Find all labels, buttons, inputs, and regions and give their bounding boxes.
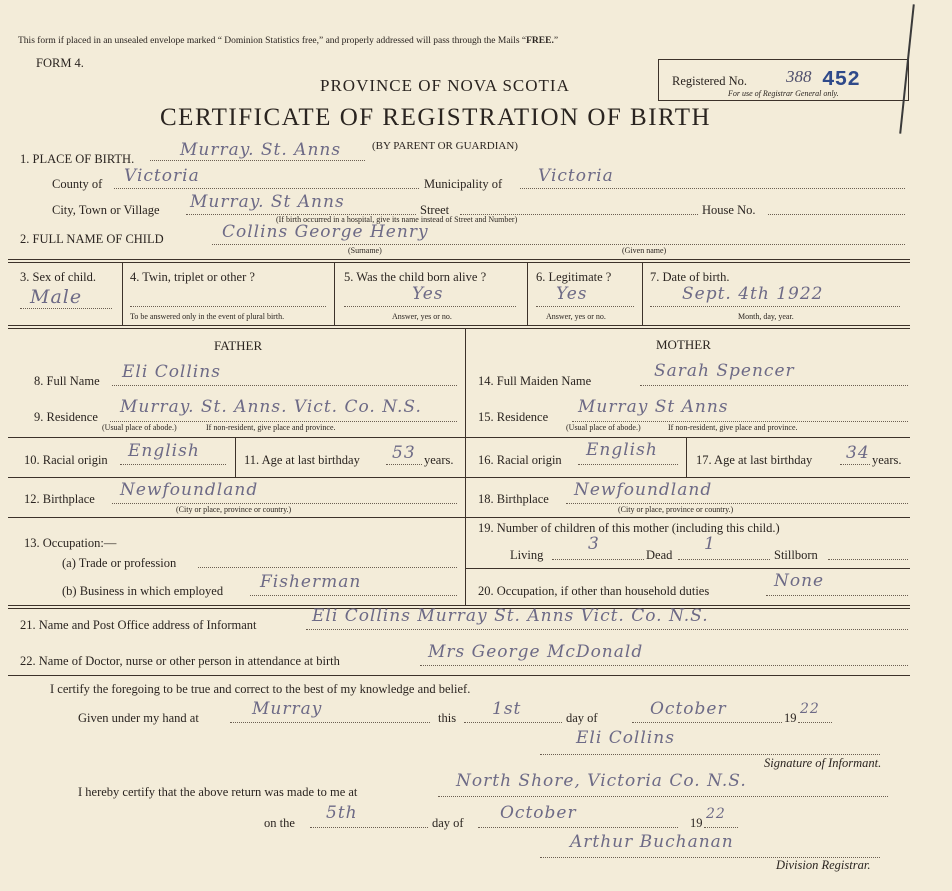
municipality-value: Victoria (538, 166, 614, 186)
father-residence-label: 9. Residence (34, 410, 98, 424)
registrar-place-value: North Shore, Victoria Co. N.S. (456, 771, 747, 791)
subtitle: (BY PARENT OR GUARDIAN) (372, 140, 518, 152)
registered-value-handwritten: 388 (786, 67, 812, 86)
registrar-statement: I hereby certify that the above return was made to me at (78, 785, 358, 799)
mother-residence-value: Murray St Anns (578, 397, 729, 417)
registrar-day-value: 5th (326, 803, 358, 823)
city-value: Murray. St Anns (190, 192, 345, 212)
born-alive-label: 5. Was the child born alive ? (344, 270, 487, 284)
father-years-label: years. (424, 453, 454, 467)
mailing-notice-free: FREE. (526, 36, 554, 46)
informant-signature: Eli Collins (576, 728, 675, 748)
registrar-year-value: 22 (706, 806, 726, 822)
mother-racial-label: 16. Racial origin (478, 453, 562, 467)
registrar-on-the-label: on the (264, 816, 295, 830)
father-racial-value: English (128, 441, 200, 461)
living-label: Living (510, 548, 544, 562)
certify-day-of-label: day of (566, 711, 598, 725)
father-birthplace-note: (City or place, province or country.) (176, 505, 292, 514)
father-birthplace-value: Newfoundland (120, 480, 259, 500)
registrar-month-value: October (500, 803, 577, 823)
father-trade-label: (a) Trade or profession (62, 556, 177, 570)
father-residence-value: Murray. St. Anns. Vict. Co. N.S. (120, 397, 422, 417)
born-alive-note: Answer, yes or no. (392, 312, 452, 321)
mother-racial-value: English (586, 440, 658, 460)
legitimate-label: 6. Legitimate ? (536, 270, 612, 284)
mother-birthplace-value: Newfoundland (574, 480, 713, 500)
mother-occupation-label: 20. Occupation, if other than household duties (478, 584, 710, 598)
child-name-value: Collins George Henry (222, 222, 429, 242)
registered-label: Registered No. (672, 74, 747, 88)
registrar-day-of-label: day of (432, 816, 464, 830)
mother-age-value: 34 (846, 443, 870, 463)
registrar-signature: Arthur Buchanan (570, 832, 734, 852)
twin-note: To be answered only in the event of plural birth. (130, 312, 285, 321)
street-label: Street (420, 203, 450, 217)
given-name-note: (Given name) (622, 246, 667, 255)
mother-age-label: 17. Age at last birthday (696, 453, 813, 467)
father-age-value: 53 (392, 443, 416, 463)
county-value: Victoria (124, 166, 200, 186)
dead-label: Dead (646, 548, 673, 562)
certificate-title: CERTIFICATE OF REGISTRATION OF BIRTH (160, 104, 712, 131)
form-number: FORM 4. (36, 56, 84, 70)
attendant-label: 22. Name of Doctor, nurse or other person in attendance at birth (20, 654, 340, 668)
registered-value-stamped: 452 (822, 69, 860, 92)
father-business-value: Fisherman (260, 572, 362, 592)
given-place-value: Murray (252, 699, 323, 719)
sex-label: 3. Sex of child. (20, 270, 97, 284)
informant-certify-statement: I certify the foregoing to be true and correct to the best of my knowledge and belief. (50, 682, 471, 696)
mother-residence-label: 15. Residence (478, 410, 549, 424)
hospital-note: (If birth occurred in a hospital, give its name instead of Street and Number) (276, 215, 518, 224)
surname-note: (Surname) (348, 246, 382, 255)
date-of-birth-value: Sept. 4th 1922 (682, 284, 824, 304)
father-heading: FATHER (214, 338, 263, 353)
county-label: County of (52, 177, 103, 191)
mother-years-label: years. (872, 453, 902, 467)
mother-heading: MOTHER (656, 337, 711, 352)
father-nonresident-note: If non-resident, give place and province. (206, 423, 336, 432)
father-name-value: Eli Collins (122, 362, 221, 382)
informant-label: 21. Name and Post Office address of Informant (20, 618, 257, 632)
child-name-label: 2. FULL NAME OF CHILD (20, 232, 164, 246)
this-label: this (438, 711, 457, 725)
informant-value: Eli Collins Murray St. Anns Vict. Co. N.S. (312, 606, 709, 626)
father-name-label: 8. Full Name (34, 374, 100, 388)
given-under-hand-label: Given under my hand at (78, 711, 199, 725)
mailing-notice-text: This form if placed in an unsealed envelope marked “ Dominion Statistics free,” and properly addressed will pass through the Mails “ (18, 36, 527, 46)
city-label: City, Town or Village (52, 203, 160, 217)
house-number-label: House No. (702, 203, 756, 217)
born-alive-value: Yes (412, 284, 444, 304)
registrar-note: For use of Registrar General only. (728, 89, 839, 98)
municipality-label: Municipality of (424, 177, 503, 191)
dead-value: 1 (704, 534, 716, 554)
province-heading: PROVINCE OF NOVA SCOTIA (320, 76, 570, 95)
place-of-birth-label: 1. PLACE OF BIRTH. (20, 152, 135, 166)
date-of-birth-label: 7. Date of birth. (650, 270, 730, 284)
mother-name-value: Sarah Spencer (654, 361, 795, 381)
sex-value: Male (30, 286, 83, 308)
father-age-label: 11. Age at last birthday (244, 453, 360, 467)
stillborn-label: Stillborn (774, 548, 818, 562)
mother-birthplace-label: 18. Birthplace (478, 492, 549, 506)
place-of-birth-value: Murray. St. Anns (180, 140, 342, 160)
certify-month-value: October (650, 699, 727, 719)
children-count-label: 19. Number of children of this mother (including this child.) (478, 521, 780, 535)
father-abode-note: (Usual place of abode.) (102, 423, 177, 432)
mailing-notice-end: ” (553, 36, 559, 46)
mailing-notice (18, 36, 558, 46)
informant-signature-label: Signature of Informant. (764, 756, 882, 770)
mother-birthplace-note: (City or place, province or country.) (618, 505, 734, 514)
registrar-year-prefix: 19 (690, 816, 703, 830)
legitimate-value: Yes (556, 284, 588, 304)
mother-nonresident-note: If non-resident, give place and province. (668, 423, 798, 432)
certify-day-value: 1st (492, 699, 522, 719)
mother-occupation-value: None (774, 571, 825, 591)
living-value: 3 (588, 534, 600, 554)
father-racial-label: 10. Racial origin (24, 453, 108, 467)
mother-name-label: 14. Full Maiden Name (478, 374, 592, 388)
certify-year-prefix: 19 (784, 711, 797, 725)
registrar-signature-label: Division Registrar. (776, 858, 871, 872)
father-occupation-label: 13. Occupation:— (24, 536, 117, 550)
date-of-birth-note: Month, day, year. (738, 312, 794, 321)
legitimate-note: Answer, yes or no. (546, 312, 606, 321)
certify-year-value: 22 (800, 701, 820, 717)
mother-abode-note: (Usual place of abode.) (566, 423, 641, 432)
father-business-label: (b) Business in which employed (62, 584, 224, 598)
father-birthplace-label: 12. Birthplace (24, 492, 95, 506)
attendant-value: Mrs George McDonald (428, 642, 644, 662)
twin-label: 4. Twin, triplet or other ? (130, 270, 255, 284)
